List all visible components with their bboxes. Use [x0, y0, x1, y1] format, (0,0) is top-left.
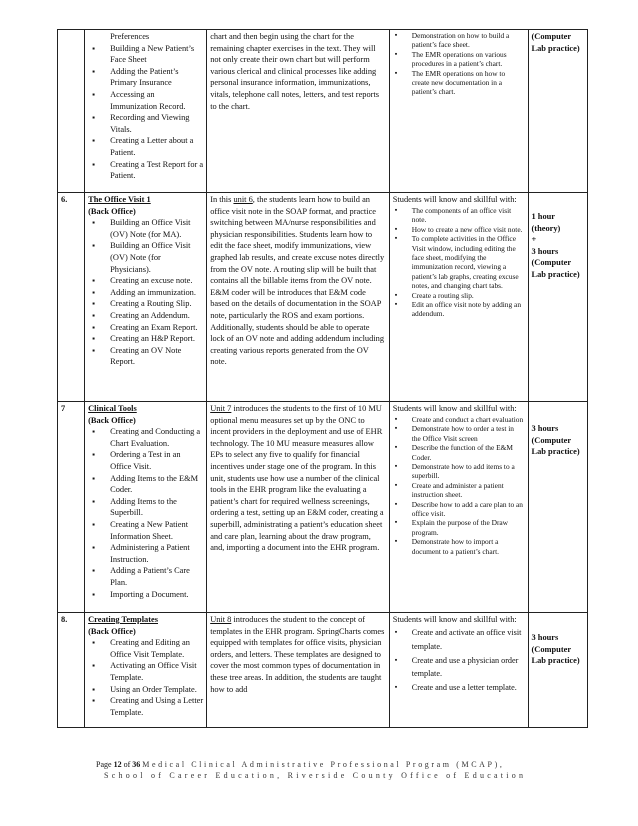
list-item: ▪ Adding the Patient’s Primary Insurance [88, 66, 203, 89]
time-cell [528, 193, 587, 402]
list-item: ▪ Importing a Document. [88, 589, 203, 601]
time-line: (Computer [531, 258, 572, 268]
topic-cell [85, 613, 207, 728]
list-item: ▪ Adding Items to the E&M Coder. [88, 473, 203, 496]
list-item: ▪ Demonstrate how to import a document to a patient’s chart. [393, 537, 525, 556]
list-item: ▪ Demonstration on how to build a patient’s face sheet. [393, 31, 525, 50]
program-name: Medical Clinical Administrative Professional Program (MCAP), [142, 760, 505, 769]
unit-number-cell: 8. [58, 613, 85, 728]
list-item: ▪ Explain the purpose of the Draw program. [393, 518, 525, 537]
unit-number-cell [58, 30, 85, 193]
page-total: 36 [132, 760, 141, 769]
time-cell [528, 613, 587, 728]
time-line: 3 hours [531, 633, 559, 642]
list-item: ▪ Create a routing slip. [393, 291, 525, 300]
list-item: ▪ Demonstrate how to order a test in the Office Visit screen [393, 424, 525, 443]
list-item: ▪ Create and use a letter template. [393, 681, 525, 695]
description-cell [207, 193, 390, 402]
topic-list [88, 426, 203, 600]
list-item: ▪ Creating an OV Note Report. [88, 345, 203, 368]
curriculum-table [57, 29, 588, 728]
time-line: (theory) [531, 223, 561, 233]
school-name: School of Career Education, Riverside County Office of Education [104, 770, 527, 780]
description-cell [207, 613, 390, 728]
list-item: ▪ Creating and Conducting a Chart Evaluation. [88, 426, 203, 449]
list-item: ▪ Creating a Routing Slip. [88, 298, 203, 310]
time-text: (Computer Lab practice) [531, 32, 580, 53]
unit-number-cell: 6. [58, 193, 85, 402]
objectives-list [393, 31, 525, 97]
list-item: ▪ Adding a Patient’s Care Plan. [88, 565, 203, 588]
list-item: ▪ How to create a new office visit note. [393, 225, 525, 234]
objectives-list [393, 415, 525, 556]
table-row [58, 402, 588, 613]
unit-link: Unit 7 [210, 404, 232, 413]
list-item: ▪ Building an Office Visit (OV) Note (for Physicians). [88, 240, 203, 275]
unit-number-cell: 7 [58, 402, 85, 613]
description-prefix: In this [210, 195, 234, 204]
list-item: ▪ Create and administer a patient instruction sheet. [393, 481, 525, 500]
list-item: ▪ Describe the function of the E&M Coder. [393, 443, 525, 462]
description-cell [207, 402, 390, 613]
list-item: ▪ The EMR operations on various procedures in a patient’s chart. [393, 50, 525, 69]
objectives-list [393, 206, 525, 319]
unit-subtitle: (Back Office) [88, 415, 136, 425]
objectives-cell [389, 613, 528, 728]
list-item: ▪ Describe how to add a care plan to an office visit. [393, 500, 525, 519]
objectives-cell [389, 402, 528, 613]
list-item: ▪ Administering a Patient Instruction. [88, 542, 203, 565]
unit-title: Clinical Tools [88, 404, 137, 413]
description-text: introduces the students to the first of 10 MU optional menu measures set up by the ONC to incent providers in the deployment and use of EHR technology. The 10 MU measure measures allow EPs to select any five to qualify for financial incentives under stage one of the program. In this unit, students use how use a number of the clinical tools in the EHR program like the evaluating a patient’s chart for required wellness screenings, ordering a test, setting up an E&M coder, creating a superbill, administrating a patient’s education sheet and care plan, learning about the draw program, and, importing a document into the EHR program. [210, 404, 384, 553]
time-line: 3 hours [531, 424, 559, 433]
list-item: ▪ Creating and Editing an Office Visit Template. [88, 637, 203, 660]
time-cell [528, 402, 587, 613]
time-line: (Computer [531, 435, 572, 445]
list-item: ▪ Creating an H&P Report. [88, 333, 203, 345]
list-item: ▪ Creating and Using a Letter Template. [88, 695, 203, 718]
topic-cell [85, 193, 207, 402]
unit-subtitle: (Back Office) [88, 206, 136, 216]
description-cell [207, 30, 390, 193]
list-item: ▪ The EMR operations on how to create new documentation in a patient’s chart. [393, 69, 525, 97]
list-item: ▪ Adding Items to the Superbill. [88, 496, 203, 519]
topic-cell [85, 402, 207, 613]
time-line: (Computer [531, 644, 572, 654]
time-line: Lab practice) [531, 269, 580, 279]
description-text: , the students learn how to build an office visit note in the SOAP format, and practice switching between MA/nurse responsibilities and physician responsibilities. Students learn how to edit the face sheet, modify immunizations, view graphed lab results, and create excuse notes directly from the OV note. A routing slip will be built that contains all the billable items from the OV note. E&M coder will be introduces that E&M code based on the details of documentation in the SOAP note, particularly the ROS and exam portions. Additionally, students should be able to operate lock of an OV note and adding addendum including creating various reports generated from the OV note. [210, 195, 385, 367]
list-item: ▪ Creating a Test Report for a Patient. [88, 159, 203, 182]
list-item: ▪ Building an Office Visit (OV) Note (for MA). [88, 217, 203, 240]
unit-title: The Office Visit 1 [88, 195, 151, 204]
time-line: 3 hours [531, 246, 559, 256]
table-row [58, 613, 588, 728]
list-item: ▪ Creating a New Patient Information Sheet. [88, 519, 203, 542]
time-cell [528, 30, 587, 193]
list-item: ▪ The components of an office visit note. [393, 206, 525, 225]
objectives-list [393, 626, 525, 695]
page-footer [96, 760, 596, 781]
time-line: Lab practice) [531, 656, 580, 666]
list-item: ▪ Building a New Patient’s Face Sheet [88, 43, 203, 66]
list-item: ▪ Ordering a Test in an Office Visit. [88, 449, 203, 472]
list-item: ▪ Recording and Viewing Vitals. [88, 112, 203, 135]
objectives-heading: Students will know and skillful with: [392, 404, 517, 413]
footer-line-1 [96, 760, 596, 771]
list-item: ▪ Creating an Addendum. [88, 310, 203, 322]
topic-list [88, 31, 203, 182]
objectives-heading: Students will know and skillful with: [392, 195, 517, 204]
list-item: ▪ Create and conduct a chart evaluation [393, 415, 525, 424]
list-item: ▪ Demonstrate how to add items to a superbill. [393, 462, 525, 481]
description-text: introduces the student to the concept of templates in the EHR program. SpringCharts comes equipped with templates for office visits, physician orders, and letters. These templates are designed to cover the most common types of documentation in these tree areas. In addition, the students are taught how to add [210, 615, 385, 694]
list-item: ▪ Accessing an Immunization Record. [88, 89, 203, 112]
unit-title: Creating Templates [88, 615, 158, 624]
topic-list [88, 637, 203, 718]
list-item: ▪ Creating an Exam Report. [88, 322, 203, 334]
list-item: ▪ Adding an immunization. [88, 287, 203, 299]
list-item: ▪ Activating an Office Visit Template. [88, 660, 203, 683]
objectives-cell [389, 30, 528, 193]
list-item: ▪ Creating an excuse note. [88, 275, 203, 287]
objectives-heading: Students will know and skillful with: [392, 615, 517, 624]
topic-cell [85, 30, 207, 193]
list-item: ▪ To complete activities in the Office Visit window, including editing the face sheet, modifying the immunization record, viewing a patient’s lab graphs, creating excuse notes, and changing chart tabs. [393, 234, 525, 290]
time-line: + [531, 235, 537, 245]
list-item: ▪ Create and activate an office visit template. [393, 626, 525, 654]
unit-subtitle: (Back Office) [88, 626, 136, 636]
table-row [58, 30, 588, 193]
unit-link: unit 6 [233, 195, 253, 204]
page-number: 12 [113, 760, 122, 769]
page-of: of [123, 760, 131, 769]
list-item: ▪ Edit an office visit note by adding an addendum. [393, 300, 525, 319]
list-item: ▪ Using an Order Template. [88, 684, 203, 696]
topic-list [88, 217, 203, 368]
time-line: 1 hour [531, 212, 556, 221]
objectives-cell [389, 193, 528, 402]
table-row [58, 193, 588, 402]
page-label: Page [96, 760, 112, 769]
description-text: chart and then begin using the chart for the remaining chapter exercises in the text. They will not only create their own chart but will perform various clerical and clinical processes like adding personal insurance information, immunizations, vitals, telephone call notes, letters, and test reports to the chart. [210, 32, 380, 111]
list-item: Preferences [110, 32, 150, 41]
time-line: Lab practice) [531, 447, 580, 457]
list-item: ▪ Creating a Letter about a Patient. [88, 135, 203, 158]
unit-link: Unit 8 [210, 615, 232, 624]
list-item: ▪ Create and use a physician order template. [393, 654, 525, 682]
